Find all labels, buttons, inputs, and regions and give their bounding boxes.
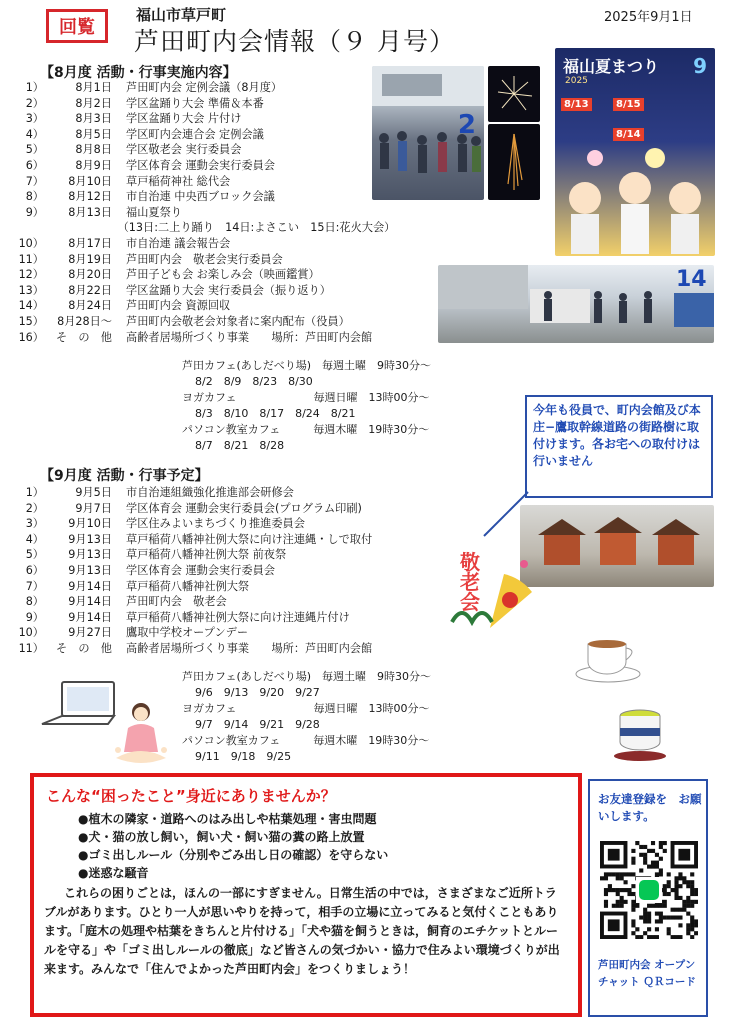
poster-title: 福山夏まつり: [563, 57, 660, 76]
schedule-row: [14, 96, 434, 112]
september-list: [14, 485, 464, 657]
item-number: 2）: [25, 501, 44, 515]
item-date: 8月24日: [68, 299, 112, 313]
qr-bottom-label: 芦田町内会 オープンチャット ＱＲコード: [598, 959, 696, 988]
item-date: そ の 他: [56, 330, 112, 344]
poster-date-14: 8/14: [613, 128, 644, 141]
item-number: 5）: [25, 548, 44, 562]
september-cafe3: パソコン教室カフェ 毎週木曜 19時30分～: [182, 734, 430, 747]
firework-trail: [488, 124, 540, 200]
shimenawa-note: 今年も役員で、町内会館及び本庄−鷹取幹線道路の街路樹に取付けます。各お宅への取付けは行いません: [525, 395, 713, 498]
item-date: 9月13日: [68, 532, 112, 546]
schedule-row: [14, 80, 434, 96]
city-name: 福山市草戸町: [136, 6, 227, 24]
schedule-row: [14, 330, 434, 346]
item-text: 芦田町内会 定例会議（8月度）: [126, 81, 283, 94]
item-number: 11）: [18, 641, 44, 655]
item-text: 芦田町内会 敬老会実行委員会: [126, 252, 283, 266]
item-text: 市自治連 中央西ブロック会議: [126, 190, 275, 204]
collection-scene: [438, 265, 714, 343]
neighbor-trouble-box: [30, 773, 582, 1017]
item-text: （13日:二上り踊り 14日:よさこい 15日:花火大会）: [112, 221, 396, 235]
kairan-stamp: 回覧: [46, 9, 108, 43]
keirou-illustration: [444, 544, 538, 644]
schedule-row: [14, 485, 464, 501]
item-date: 9月13日: [68, 563, 112, 577]
summer-festival-poster: [555, 48, 715, 256]
item-number: 1）: [25, 81, 44, 94]
firework-burst: [488, 66, 540, 122]
schedule-row: [14, 641, 464, 657]
schedule-row: [14, 625, 464, 641]
item-date: [44, 220, 112, 236]
item-date: 8月20日: [68, 268, 112, 282]
august-cafe2-dates: 8/3 8/10 8/17 8/24 8/21: [195, 407, 356, 420]
photo-number-14: 14: [676, 267, 707, 292]
august-cafe1: 芦田カフェ(あしだべり場) 毎週土曜 9時30分～: [182, 359, 432, 372]
schedule-row: [14, 142, 434, 158]
schedule-row: [14, 220, 434, 236]
qr-top-label: お友達登録を お願いします。: [598, 792, 702, 823]
september-cafe2-dates: 9/7 9/14 9/21 9/28: [195, 718, 320, 731]
item-text: 学区盆踊り大会 片付け: [126, 112, 242, 126]
item-text: 学区盆踊り大会 実行委員会（振り返り）: [126, 283, 331, 297]
tea-cup-icon: [574, 626, 644, 686]
poster-year: 2025: [565, 76, 588, 86]
item-text: 草戸稲荷八幡神社例大祭 前夜祭: [126, 548, 287, 562]
schedule-row: [14, 283, 434, 299]
item-text: 芦田子ども会 お楽しみ会（映画鑑賞）: [126, 268, 320, 282]
item-text: 芦田町内会敬老会対象者に案内配布（役員）: [126, 314, 350, 328]
item-date: 9月13日: [68, 548, 112, 562]
item-number: 12）: [18, 268, 44, 282]
trouble-bullet: ●犬・猫の放し飼い，飼い犬・飼い猫の糞の路上放置: [78, 830, 365, 844]
item-text: 草戸稲荷神社 総代会: [126, 174, 231, 188]
august-cafe3-dates: 8/7 8/21 8/28: [195, 439, 285, 452]
item-number: 9）: [25, 610, 44, 624]
august-list: [14, 80, 434, 345]
september-cafe2: ヨガカフェ 毎週日曜 13時00分～: [182, 702, 430, 715]
item-date: 9月14日: [68, 579, 112, 593]
poster-date-15: 8/15: [613, 98, 644, 111]
item-date: 9月14日: [68, 595, 112, 609]
item-number: 10）: [18, 626, 44, 640]
item-text: 学区住みよいまちづくり推進委員会: [126, 517, 305, 531]
september-cafe1-dates: 9/6 9/13 9/20 9/27: [195, 686, 320, 699]
schedule-row: [14, 189, 434, 205]
item-date: 9月7日: [75, 501, 112, 515]
schedule-row: [14, 174, 434, 190]
item-text: 市自治連 議会報告会: [126, 236, 231, 250]
item-date: 9月5日: [75, 486, 112, 499]
item-date: 8月9日: [75, 158, 112, 172]
august-heading: 【8月度 活動・行事実施内容】: [40, 65, 237, 81]
schedule-row: [14, 516, 464, 532]
issue-date: 2025年9月1日: [604, 10, 693, 25]
item-number: 8）: [25, 190, 44, 204]
item-text: 芦田町内会 敬老会: [126, 595, 227, 609]
schedule-row: [14, 563, 464, 579]
photo-number-2: 2: [457, 110, 476, 140]
item-text: 高齢者居場所づくり事業 場所：芦田町内会館: [126, 641, 373, 655]
keirou-label: 敬老会: [460, 550, 480, 614]
schedule-row: [14, 158, 434, 174]
item-number: 1）: [25, 486, 44, 499]
item-date: 8月19日: [68, 252, 112, 266]
item-date: 8月3日: [75, 112, 112, 126]
item-number: 8）: [25, 595, 44, 609]
fireworks-photo-2: [488, 124, 540, 200]
item-number: 15）: [18, 314, 44, 328]
item-date: 8月22日: [68, 283, 112, 297]
item-number: 6）: [25, 563, 44, 577]
resource-collection-photo: [438, 265, 714, 343]
page-title: 芦田町内会情報（９ 月号）: [134, 27, 455, 56]
schedule-row: [14, 314, 434, 330]
schedule-row: [14, 501, 464, 517]
item-text: 草戸稲荷八幡神社例大祭に向け注連縄片付け: [126, 610, 350, 624]
item-number: 2）: [25, 96, 44, 110]
schedule-row: [14, 594, 464, 610]
schedule-row: [14, 205, 434, 221]
item-number: 11）: [18, 252, 44, 266]
bon-odori-photo: [372, 66, 484, 200]
item-text: 福山夏祭り: [126, 205, 182, 219]
schedule-row: [14, 532, 464, 548]
item-date: 8月28日～: [57, 314, 112, 328]
green-tea-icon: [610, 702, 670, 764]
item-number: 4）: [25, 532, 44, 546]
item-number: 6）: [25, 158, 44, 172]
trouble-bullet: ●植木の隣家・道路へのはみ出しや枯葉処理・害虫問題: [78, 812, 377, 826]
august-cafe3: パソコン教室カフェ 毎週木曜 19時30分～: [182, 423, 430, 436]
september-cafe1: 芦田カフェ(あしだべり場) 毎週土曜 9時30分～: [182, 670, 432, 683]
schedule-row: [14, 610, 464, 626]
qr-code-box: [588, 779, 708, 1017]
mikoshi-illustration: [520, 505, 714, 587]
item-text: 学区町内会連合会 定例会議: [126, 127, 264, 141]
august-cafe2: ヨガカフェ 毎週日曜 13時00分～: [182, 391, 430, 404]
item-date: 8月8日: [75, 143, 112, 157]
item-date: 8月2日: [75, 96, 112, 110]
schedule-row: [14, 127, 434, 143]
item-number: 13）: [18, 283, 44, 297]
item-text: 学区体育会 運動会実行委員会: [126, 158, 275, 172]
item-number: 3）: [25, 112, 44, 126]
poster-page-number: 9: [693, 54, 707, 78]
yoga-person-icon: [110, 700, 172, 770]
trouble-title: こんな“困ったこと”身近にありませんか？: [46, 787, 336, 805]
item-text: 学区体育会 運動会実行委員会: [126, 563, 275, 577]
item-text: 学区体育会 運動会実行委員会(プログラム印刷): [126, 501, 362, 515]
item-number: [14, 220, 44, 236]
item-number: 5）: [25, 143, 44, 157]
item-number: 4）: [25, 127, 44, 141]
item-date: 9月14日: [68, 610, 112, 624]
item-text: 高齢者居場所づくり事業 場所：芦田町内会館: [126, 330, 373, 344]
item-text: 鷹取中学校オープンデー: [126, 626, 249, 640]
schedule-row: [14, 298, 434, 314]
poster-date-13: 8/13: [561, 98, 592, 111]
poster-dancers-illustration: [555, 48, 715, 256]
item-date: 9月10日: [68, 517, 112, 531]
item-text: 草戸稲荷八幡神社例大祭に向け注連縄・しで取付: [126, 532, 373, 546]
item-date: 8月5日: [75, 127, 112, 141]
item-number: 9）: [25, 205, 44, 219]
trouble-bullet: ●迷惑な騒音: [78, 866, 149, 880]
september-cafe3-dates: 9/11 9/18 9/25: [195, 750, 292, 763]
item-text: 芦田町内会 資源回収: [126, 299, 231, 313]
august-cafe1-dates: 8/2 8/9 8/23 8/30: [195, 375, 313, 388]
item-number: 16）: [18, 330, 44, 344]
item-date: 8月13日: [68, 205, 112, 219]
item-number: 7）: [25, 579, 44, 593]
item-text: 学区盆踊り大会 準備＆本番: [126, 96, 264, 110]
schedule-row: [14, 267, 434, 283]
fireworks-photo-1: [488, 66, 540, 122]
schedule-row: [14, 111, 434, 127]
trouble-body: これらの困りごとは，ほんの一部にすぎません。日常生活の中では，さまざまなご近所トラブルがあります。ひとり一人が思いやりを持って，相手の立場に立ってみると気付くこともあります。「庭木の処理や枯葉をきちんと片付ける」「犬や猫を飼うときは，飼育のエチケットとルールを守る」や「ゴミ出しルールの徹底」など皆さんの気づかい・協力で住みよい環境づくりが出来ます。みんなで「住んでよかった芦田町内会」をつくりましょう！: [44, 886, 560, 976]
trouble-bullet: ●ゴミ出しルール（分別やごみ出し日の確認）を守らない: [78, 848, 389, 862]
item-date: 8月17日: [68, 236, 112, 250]
item-date: 8月12日: [68, 190, 112, 204]
item-number: 14）: [18, 299, 44, 313]
item-date: そ の 他: [56, 641, 112, 655]
schedule-row: [14, 252, 434, 268]
item-text: 草戸稲荷八幡神社例大祭: [126, 579, 250, 593]
fan-and-pine-icon: [444, 544, 538, 644]
item-date: 8月1日: [75, 81, 112, 94]
item-number: 3）: [25, 517, 44, 531]
schedule-row: [14, 579, 464, 595]
item-text: 市自治連組織強化推進部会研修会: [126, 486, 294, 499]
laptop-icon: [40, 680, 116, 730]
september-heading: 【9月度 活動・行事予定】: [40, 468, 209, 484]
item-number: 7）: [25, 174, 44, 188]
mikoshi-photo: [520, 505, 714, 587]
qr-code-image[interactable]: [600, 841, 698, 939]
schedule-row: [14, 236, 434, 252]
schedule-row: [14, 547, 464, 563]
item-date: 9月27日: [68, 626, 112, 640]
item-text: 学区敬老会 実行委員会: [126, 143, 242, 157]
item-number: 10）: [18, 236, 44, 250]
item-date: 8月10日: [68, 174, 112, 188]
